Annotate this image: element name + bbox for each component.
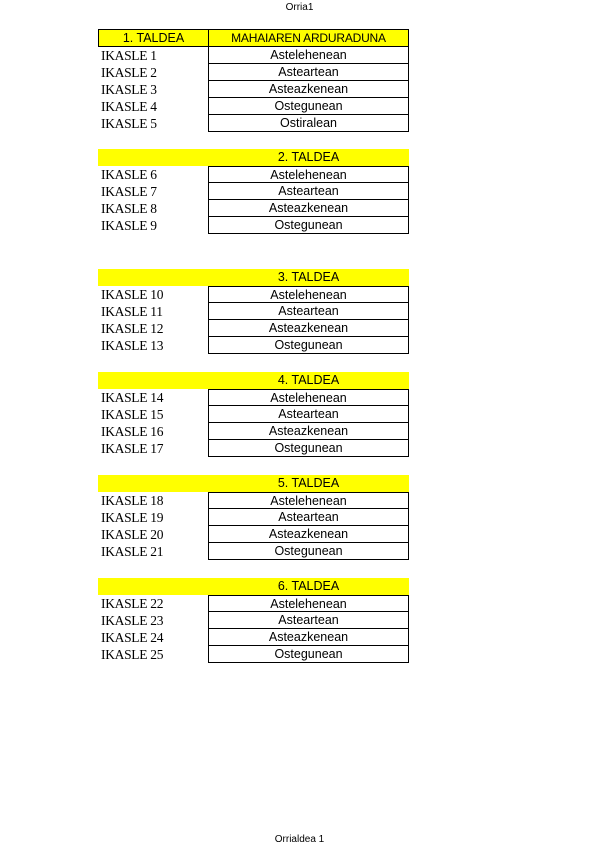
table-row [98,612,409,629]
table-row [98,629,409,646]
group-header [98,29,409,47]
student-name: IKASLE 20 [101,527,164,542]
day-cell: Ostegunean [208,337,409,354]
table-row [98,595,409,612]
table-row [98,286,409,303]
table-row [98,320,409,337]
table-row [98,81,409,98]
student-name: IKASLE 6 [101,167,157,182]
student-name: IKASLE 7 [101,184,157,199]
student-name: IKASLE 10 [101,287,164,302]
table-row [98,64,409,81]
student-name: IKASLE 12 [101,321,164,336]
group-title: 4. TALDEA [277,373,340,387]
table-row [98,492,409,509]
table-row [98,406,409,423]
day-cell: Asteazkenean [208,423,409,440]
student-name: IKASLE 24 [101,630,164,645]
table-row [98,200,409,217]
student-name: IKASLE 2 [101,65,157,80]
group-title: 1. TALDEA [99,30,209,46]
student-name: IKASLE 8 [101,201,157,216]
page-footer: Orrialdea 1 [274,834,325,845]
table-row [98,303,409,320]
table-row [98,115,409,132]
student-name: IKASLE 15 [101,407,164,422]
student-name: IKASLE 23 [101,613,164,628]
day-cell: Ostegunean [208,98,409,115]
student-name: IKASLE 25 [101,647,164,662]
column-header: MAHAIAREN ARDURADUNA [231,31,386,45]
student-name: IKASLE 1 [101,48,157,63]
group-header [98,372,409,389]
student-name: IKASLE 14 [101,390,164,405]
student-name: IKASLE 5 [101,116,157,131]
group-title: 6. TALDEA [277,579,340,593]
student-name: IKASLE 16 [101,424,164,439]
table-row [98,337,409,354]
page-header: Orria1 [285,2,314,13]
day-cell: Asteazkenean [208,526,409,543]
day-cell: Astelehenean [208,47,409,64]
day-cell: Ostegunean [208,440,409,457]
table-row [98,47,409,64]
student-name: IKASLE 3 [101,82,157,97]
group-4 [98,372,409,457]
table-row [98,646,409,663]
group-header [98,269,409,286]
group-header [98,578,409,595]
day-cell: Ostegunean [208,543,409,560]
day-cell: Astelehenean [208,286,409,303]
day-cell: Astelehenean [208,166,409,183]
day-cell: Ostegunean [208,217,409,234]
student-name: IKASLE 9 [101,218,157,233]
day-cell: Asteartean [208,509,409,526]
day-cell: Asteazkenean [208,629,409,646]
day-cell: Astelehenean [208,389,409,406]
table-row [98,526,409,543]
day-cell: Asteazkenean [208,320,409,337]
group-6 [98,578,409,663]
table-row [98,440,409,457]
table-row [98,183,409,200]
group-1 [98,29,409,132]
group-header [98,475,409,492]
day-cell: Asteazkenean [208,200,409,217]
group-header [98,149,409,166]
day-cell: Ostegunean [208,646,409,663]
student-name: IKASLE 4 [101,99,157,114]
student-name: IKASLE 11 [101,304,163,319]
student-name: IKASLE 21 [101,544,164,559]
day-cell: Astelehenean [208,595,409,612]
day-cell: Ostiralean [208,115,409,132]
group-title: 3. TALDEA [277,270,340,284]
student-name: IKASLE 13 [101,338,164,353]
day-cell: Astelehenean [208,492,409,509]
table-row [98,389,409,406]
group-title: 2. TALDEA [277,150,340,164]
group-5 [98,475,409,560]
table-row [98,166,409,183]
student-name: IKASLE 22 [101,596,164,611]
group-3 [98,269,409,354]
day-cell: Asteartean [208,612,409,629]
day-cell: Asteartean [208,303,409,320]
group-2 [98,149,409,234]
day-cell: Asteartean [208,183,409,200]
day-cell: Asteartean [208,406,409,423]
day-cell: Asteartean [208,64,409,81]
table-row [98,509,409,526]
table-row [98,423,409,440]
table-row [98,98,409,115]
student-name: IKASLE 19 [101,510,164,525]
student-name: IKASLE 18 [101,493,164,508]
table-row [98,217,409,234]
table-row [98,543,409,560]
student-name: IKASLE 17 [101,441,164,456]
group-title: 5. TALDEA [277,476,340,490]
day-cell: Asteazkenean [208,81,409,98]
